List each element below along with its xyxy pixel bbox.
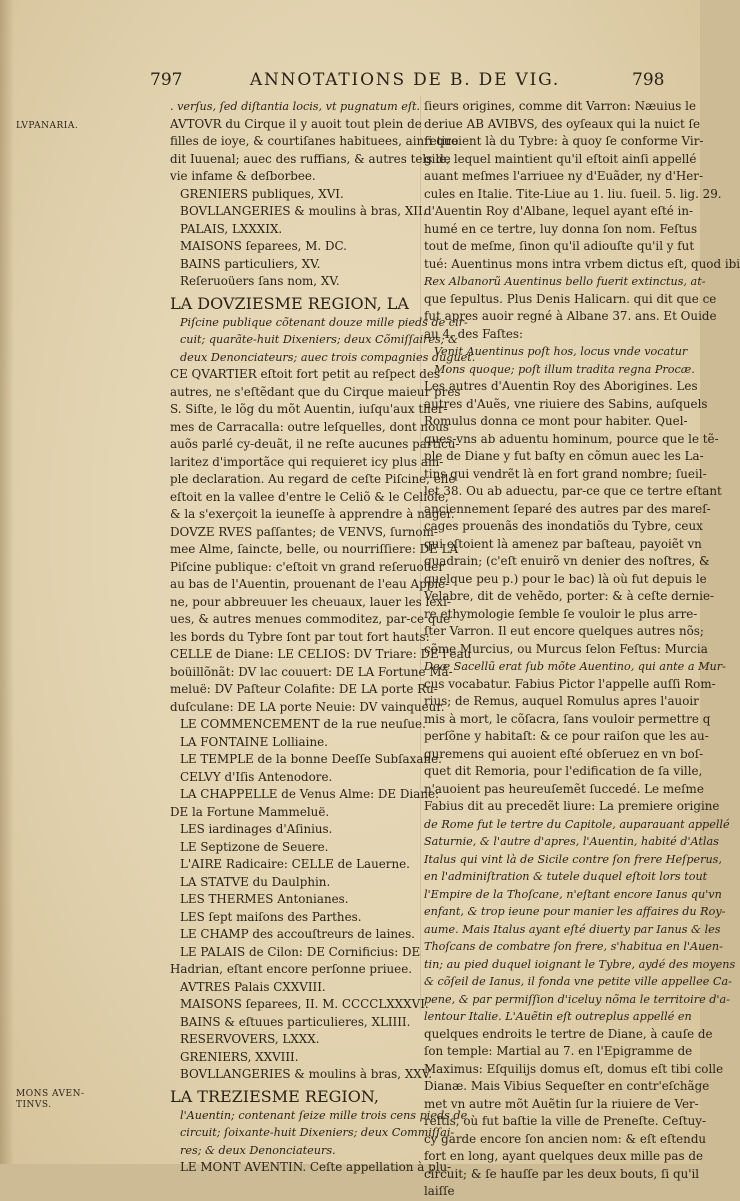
text-line: Mons quoque; poſt illum tradita regna Procæ. xyxy=(434,362,695,376)
text-line: quadrain; (c'eſt enuirõ vn denier des noſtres, & xyxy=(424,554,710,568)
text-line: que ſepultus. Plus Denis Halicarn. qui dit que ce xyxy=(424,291,717,306)
text-line: autres, ne s'eſtẽdant que du Cirque maieur pres xyxy=(170,384,461,399)
text-line: LES ſept maiſons des Parthes. xyxy=(180,909,362,924)
text-line: les bords du Tybre ſont par tout fort hauts: xyxy=(170,629,430,644)
running-header xyxy=(0,70,700,96)
text-line: cus vocabatur. Fabius Pictor l'appelle auſſi Rom- xyxy=(424,676,716,691)
text-line: laritez d'importãce qui requieret icy plus am- xyxy=(170,454,444,469)
text-line: ſieurs origines, comme dit Varron: Næuius le xyxy=(424,99,697,113)
text-line: re ethymologie ſemble ſe vouloir le plus arre- xyxy=(424,606,698,621)
text-line: BAINS & eſtuues particulieres, XLIIII. xyxy=(180,1014,411,1029)
text-line: Les autres d'Auentin Roy des Aborigines. Les xyxy=(424,379,698,393)
text-line: cuit; quarãte-huit Dixeniers; deux Cõmiſſaires; & xyxy=(180,333,459,346)
text-line: pene, & par permiſſion d'iceluy nõma le territoire d'a- xyxy=(424,992,730,1006)
text-line: autres d'Auẽs, vne riuiere des Sabins, auſquels xyxy=(424,396,708,411)
margin-note-line: TINVS. xyxy=(16,1100,52,1110)
text-line: Romulus donna ce mont pour habiter. Quel- xyxy=(424,414,688,428)
text-line: au 4. des Faſtes: xyxy=(424,326,524,341)
text-line: n'auoient pas heureuſemẽt ſuccedé. Le meſme xyxy=(424,781,704,796)
text-line: PALAIS, LXXXIX. xyxy=(180,221,283,236)
text-line: mee Alme, ſaincte, belle, ou nourriſſiere: DE LA xyxy=(170,542,459,556)
text-line: quelque peu p.) pour le bac) là où fut depuis le xyxy=(424,571,707,586)
text-line: ple de Diane y fut baſty en cõmun auec les La- xyxy=(424,449,704,463)
text-line: circuit; ſoixante-huit Dixeniers; deux Commiſſai- xyxy=(180,1126,455,1139)
text-line: LE COMMENCEMENT de la rue neuſue. xyxy=(180,717,426,731)
text-line: ſter Varron. Il eut encore quelques autres nõs; xyxy=(424,624,704,638)
right-text-column xyxy=(424,98,740,1201)
text-line: humé en ce tertre, luy donna ſon nom. Feſtus xyxy=(424,221,698,236)
text-line: CE QVARTIER eſtoit fort petit au reſpect des xyxy=(170,367,441,381)
text-line: l'Empire de la Thoſcane, n'eſtant encore Ianus qu'vn xyxy=(424,887,722,901)
text-line: au bas de l'Auentin, prouenant de l'eau Appie- xyxy=(170,577,450,591)
text-line: tout de meſme, ſinon qu'il adiouſte qu'il y fut xyxy=(424,239,695,253)
text-line: Piſcine publique cõtenant douze mille pieds de cir- xyxy=(180,315,468,329)
text-line: guremens qui auoient eſté obſeruez en vn boſ- xyxy=(424,746,704,761)
right-page-number: 798 xyxy=(632,70,665,90)
text-line: Rex Albanorũ Auentinus bello fuerit extinctus, at- xyxy=(424,275,706,288)
text-line: vie infame & deſborbee. xyxy=(170,169,316,183)
text-line: circuit; & ſe hauſſe par les deux bouts, ſi qu'il xyxy=(424,1166,700,1181)
text-line: Saturnie, & l'autre d'apres, l'Auentin, habité d'Atlas xyxy=(424,835,719,848)
text-line: deux Denonciateurs; auec trois compagnies duguet. xyxy=(180,350,476,364)
text-line: cules en Italie. Tite-Liue au 1. liu. ſueil. 5. lig. 29. xyxy=(424,186,722,201)
text-line: BOVLLANGERIES & moulins à bras, XII. xyxy=(180,204,427,218)
text-line: de Rome fut le tertre du Capitole, auparauant appellé xyxy=(424,817,730,831)
text-line: LA STATVE du Daulphin. xyxy=(180,874,331,889)
text-line: en l'adminiſtration & tutele duquel eſtoit lors tout xyxy=(424,870,708,883)
text-line: Thoſcans de combatre ſon frere, s'habitua en l'Auen- xyxy=(424,940,723,953)
text-line: aume. Mais Italus ayant eſté diuerty par Ianus & les xyxy=(424,922,721,936)
text-line: cõme Murcius, ou Murcus ſelon Feſtus: Murcia xyxy=(424,641,708,656)
text-line: reſtis, où fut baſtie la ville de Preneſte. Ceſtuy- xyxy=(424,1114,707,1128)
text-line: mis à mort, le cõſacra, ſans vouloir permettre q xyxy=(424,711,711,726)
text-line: auant meſmes l'arriuee ny d'Euãder, ny d'Her- xyxy=(424,169,703,183)
text-line: Fabius dit au precedẽt liure: La premiere origine xyxy=(424,799,720,813)
text-line: LA FONTAINE Lolliaine. xyxy=(180,734,328,749)
text-line: rius; de Remus, auquel Romulus apres l'auoir xyxy=(424,694,699,708)
text-line: LA CHAPPELLE de Venus Alme: DE Diane: xyxy=(180,787,440,801)
text-line: fut apres auoir regné à Albane 37. ans. Et Ouide xyxy=(424,309,717,323)
text-line: Reſeruoüers ſans nom, XV. xyxy=(180,274,340,288)
text-line: AVTRES Palais CXXVIII. xyxy=(180,979,326,994)
text-line: L'AIRE Radicaire: CELLE de Lauerne. xyxy=(180,857,410,871)
text-line: LE CHAMP des accouſtreurs de laines. xyxy=(180,927,415,941)
text-line: ques-vns ab aduentu hominum, pource que le tẽ- xyxy=(424,431,719,446)
text-line: eſtoit en la vallee d'entre le Celiõ & le Celiole, xyxy=(170,489,449,504)
text-line: boüillõnãt: DV lac couuert: DE LA Fortune Mã- xyxy=(170,664,453,679)
text-line: quet dit Remoria, pour l'edification de ſa ville, xyxy=(424,764,703,778)
text-line: CELLE de Diane: LE CELIOS: DV Triare: DE l'eau xyxy=(170,647,472,661)
text-line: LE MONT AVENTIN. Ceſte appellation à plu- xyxy=(180,1160,452,1174)
text-line: anciennement ſeparé des autres par des mareſ- xyxy=(424,501,711,516)
text-line: & cõſeil de Ianus, il fonda vne petite ville appellee Ca- xyxy=(424,975,732,988)
text-line: gile, lequel maintient qu'il eſtoit ainſi appellé xyxy=(424,151,697,166)
text-line: GRENIERS publiques, XVI. xyxy=(180,186,344,201)
text-line: CELVY d'Iſis Antenodore. xyxy=(180,769,333,784)
text-line: ne, pour abbreuuer les cheuaux, lauer les lexi- xyxy=(170,594,451,609)
page-edge-shadow xyxy=(0,0,14,1164)
text-line: LE PALAIS de Cilon: DE Cornificius: DE xyxy=(180,944,421,959)
text-line: duſculane: DE LA porte Neuie: DV vainqueur. xyxy=(170,699,445,714)
text-line: Venit Auentinus poſt hos, locus vnde vocatur xyxy=(434,345,688,358)
text-line: S. Siſte, le lõg du mõt Auentin, iuſqu'aux ther- xyxy=(170,402,448,416)
left-page-number: 797 xyxy=(150,70,183,90)
text-line: LES iardinages d'Aſinius. xyxy=(180,822,333,836)
text-line: fort en long, ayant quelques deux mille pas de xyxy=(424,1149,704,1163)
text-line: l'Auentin; contenant ſeize mille trois cens pieds de xyxy=(180,1108,468,1122)
text-line: GRENIERS, XXVIII. xyxy=(180,1049,299,1064)
text-line: deriue AB AVIBVS, des oyſeaux qui la nuict ſe xyxy=(424,116,700,131)
text-line: & la s'exerçoit la ieuneſſe à apprendre à nager. xyxy=(170,507,455,521)
margin-note-mons-aventinus xyxy=(16,1089,85,1111)
text-line: d'Auentin Roy d'Albane, lequel ayant eſté in- xyxy=(424,204,694,218)
text-line: cages prouenãs des inondatiõs du Tybre, ceux xyxy=(424,519,703,533)
text-line: Hadrian, eſtant encore perſonne priuee. xyxy=(170,962,413,976)
text-line: MAISONS ſeparees, M. DC. xyxy=(180,239,347,253)
text-line: met vn autre mõt Auẽtin ſur la riuiere de Ver- xyxy=(424,1096,699,1111)
margin-note-line: MONS AVEN- xyxy=(16,1089,85,1099)
text-line: MAISONS ſeparees, II. M. CCCCLXXXVI. xyxy=(180,997,429,1011)
text-line: tué: Auentinus mons intra vrbem dictus eſt, quod ibi xyxy=(424,256,740,271)
text-line: meluë: DV Paſteur Colafite: DE LA porte Ru- xyxy=(170,682,438,696)
text-line: RESERVOVERS, LXXX. xyxy=(180,1032,320,1046)
section-heading: LA DOVZIESME REGION, LA xyxy=(170,293,409,313)
text-line: Maximus: Eſquilijs domus eſt, domus eſt tibi colle xyxy=(424,1061,724,1076)
text-line: BOVLLANGERIES & moulins à bras, XXV. xyxy=(180,1067,433,1081)
text-line: retiroient là du Tybre: à quoy ſe conforme Vir- xyxy=(424,134,704,148)
text-line: tin; au pied duquel ioignant le Tybre, aydé des moyens xyxy=(424,957,736,971)
margin-note-lupanaria: LVPANARIA. xyxy=(16,121,79,131)
text-line: DE la Fortune Mammeluë. xyxy=(170,804,330,819)
text-line: ſon temple: Martial au 7. en l'Epigramme de xyxy=(424,1044,693,1058)
text-line: perſõne y habitaſt: & ce pour raiſon que les au- xyxy=(424,729,709,743)
text-line: tins qui vendrẽt là en fort grand nombre; ſueil- xyxy=(424,466,707,481)
text-line: BAINS particuliers, XV. xyxy=(180,256,321,271)
text-line: LES THERMES Antonianes. xyxy=(180,892,349,906)
text-line: filles de ioye, & courtiſanes habituees, ainſi que xyxy=(170,134,459,148)
text-line: enfant, & trop ieune pour manier les affaires du Roy- xyxy=(424,905,726,918)
text-line: cy garde encore ſon ancien nom: & eſt eſtendu xyxy=(424,1131,707,1146)
text-line: dit Iuuenal; auec des ruffians, & autres tels de xyxy=(170,151,451,166)
text-line: AVTOVR du Cirque il y auoit tout plein de xyxy=(170,116,422,131)
running-title: ANNOTATIONS DE B. DE VIG. xyxy=(249,70,561,90)
text-line: res; & deux Denonciateurs. xyxy=(180,1143,336,1157)
text-line: mes de Carracalla: outre leſquelles, dont nous xyxy=(170,419,450,434)
text-line: Italus qui vint là de Sicile contre ſon frere Heſperus, xyxy=(424,852,722,866)
text-line: LE TEMPLE de la bonne Deeſſe Subſaxane. xyxy=(180,752,442,766)
text-line: quelques endroits le tertre de Diane, à cauſe de xyxy=(424,1026,713,1041)
text-line: Dianæ. Mais Vibius Sequeſter en contr'eſchãge xyxy=(424,1079,710,1093)
text-line: laiſſe xyxy=(424,1184,455,1198)
text-line: ues, & autres menues commoditez, par-ce que xyxy=(170,612,451,626)
text-line: let 38. Ou ab aduectu, par-ce que ce tertre eſtant xyxy=(424,484,722,498)
text-line: DOVZE RVES paſſantes; de VENVS, ſurnom- xyxy=(170,524,438,539)
text-line: Deæ Sacellũ erat ſub mõte Auentino, qui ante a Mur- xyxy=(424,660,726,673)
text-line: ple declaration. Au regard de ceſte Piſcine, elle xyxy=(170,472,456,486)
text-line: Velabre, dit de vehẽdo, porter: & à ceſte dernie- xyxy=(424,589,715,603)
text-line: LE Septizone de Seuere. xyxy=(180,839,329,854)
text-line: qui eſtoient là amenez par baſteau, payoiẽt vn xyxy=(424,536,702,551)
section-heading: LA TREZIESME REGION, xyxy=(170,1086,379,1106)
text-line: . verſus, ſed diſtantia locis, vt pugnatum eſt. xyxy=(170,100,421,113)
text-line: auõs parlé cy-deuãt, il ne reſte aucunes particu- xyxy=(170,437,460,451)
text-line: lentour Italie. L'Auẽtin eſt outreplus appellé en xyxy=(424,1010,692,1023)
text-line: Piſcine publique: c'eſtoit vn grand reſeruoüer xyxy=(170,559,445,574)
